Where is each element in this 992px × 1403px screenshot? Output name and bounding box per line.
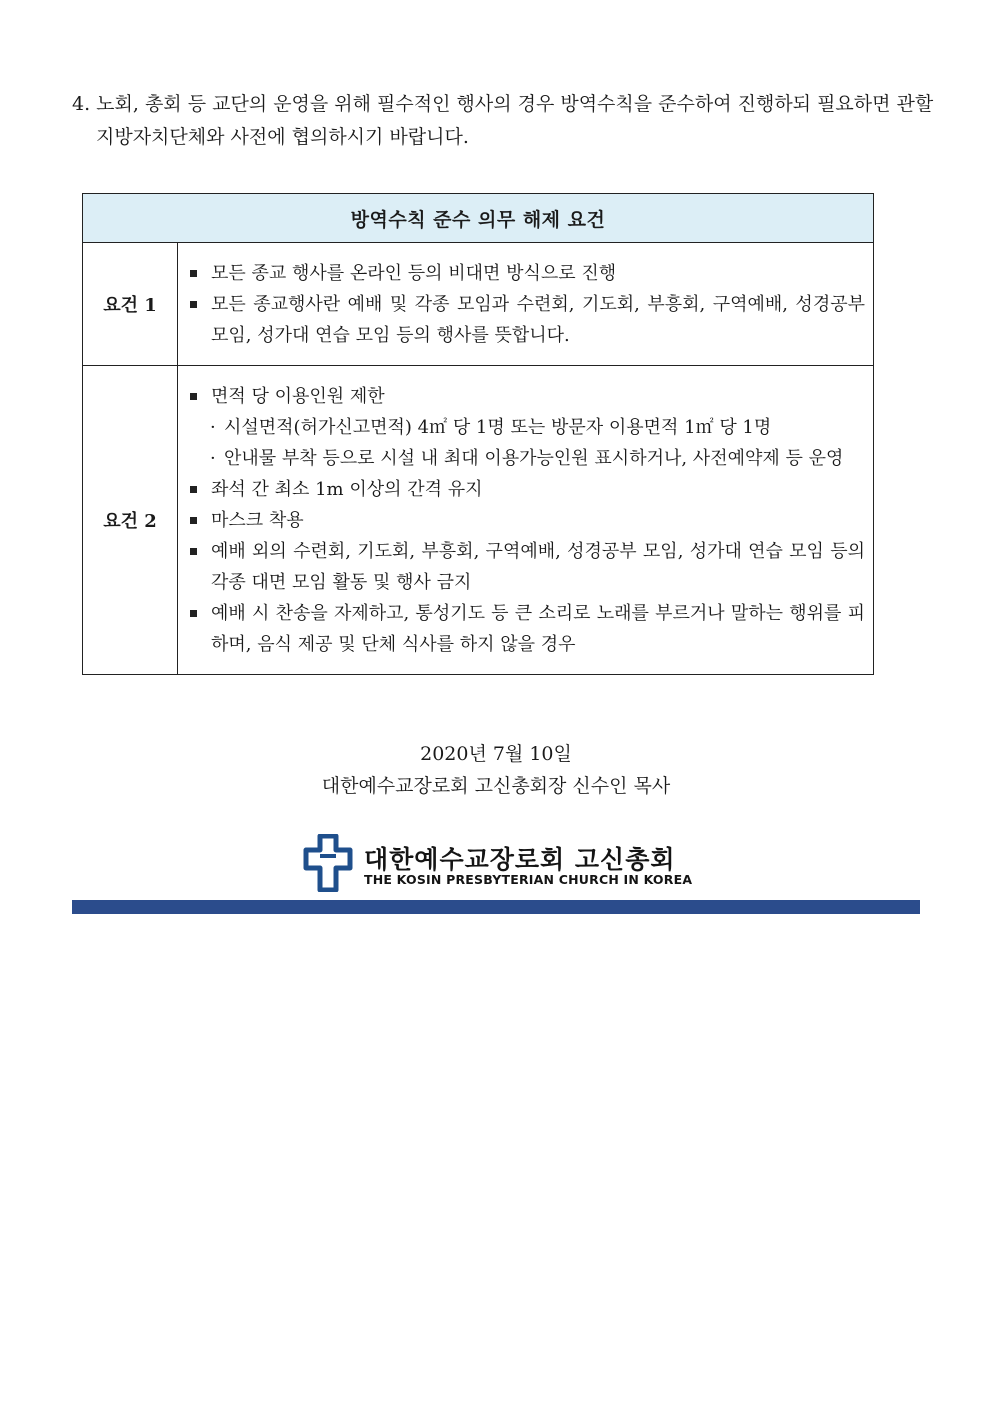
logo-english-name: THE KOSIN PRESBYTERIAN CHURCH IN KOREA: [364, 872, 693, 887]
requirement-label: 요건 2: [83, 366, 178, 675]
list-item: 좌석 간 최소 1m 이상의 간격 유지: [190, 474, 865, 505]
list-item: 면적 당 이용인원 제한: [190, 381, 865, 412]
middle-dot-icon: ·: [210, 447, 216, 469]
square-bullet-icon: [190, 486, 197, 493]
square-bullet-icon: [190, 610, 197, 617]
square-bullet-icon: [190, 270, 197, 277]
middle-dot-icon: ·: [210, 416, 216, 438]
square-bullet-icon: [190, 548, 197, 555]
sub-list-item: · 안내물 부착 등으로 시설 내 최대 이용가능인원 표시하거나, 사전예약제 등 운영: [190, 443, 865, 474]
list-item: 모든 종교 행사를 온라인 등의 비대면 방식으로 진행: [190, 258, 865, 289]
notice-paragraph: [72, 88, 932, 154]
sub-list-item: · 시설면적(허가신고면적) 4㎡ 당 1명 또는 방문자 이용면적 1㎡ 당 1명: [190, 412, 865, 443]
list-item: 예배 시 찬송을 자제하고, 통성기도 등 큰 소리로 노래를 부르거나 말하는 행위를 피하며, 음식 제공 및 단체 식사를 하지 않을 경우: [190, 598, 865, 660]
list-item: 예배 외의 수련회, 기도회, 부흥회, 구역예배, 성경공부 모임, 성가대 연습 모임 등의 각종 대면 모임 활동 및 행사 금지: [190, 536, 865, 598]
paragraph-line-1: 4. 노회, 총회 등 교단의 운영을 위해 필수적인 행사의 경우 방역수칙을 준수하여 진행하되 필요하면 관할: [72, 93, 934, 115]
square-bullet-icon: [190, 517, 197, 524]
cross-emblem-icon: [302, 834, 354, 892]
signer-line: 대한예수교장로회 고신총회장 신수인 목사: [321, 775, 671, 797]
requirement-content: [178, 366, 874, 675]
list-item: 모든 종교행사란 예배 및 각종 모임과 수련회, 기도회, 부흥회, 구역예배, 성경공부 모임, 성가대 연습 모임 등의 행사를 뜻합니다.: [190, 289, 865, 351]
table-header-row: [83, 194, 874, 243]
paragraph-line-2: 지방자치단체와 사전에 협의하시기 바랍니다.: [96, 126, 469, 148]
list-item: 마스크 착용: [190, 505, 865, 536]
footer-bar: [72, 900, 920, 914]
logo-korean-name: 대한예수교장로회 고신총회: [364, 845, 676, 874]
table-row: [83, 366, 874, 675]
requirement-label: 요건 1: [83, 243, 178, 366]
table-title: 방역수칙 준수 의무 해제 요건: [83, 194, 874, 243]
document-date: 2020년 7월 10일: [420, 743, 572, 765]
requirements-table: [82, 193, 874, 675]
square-bullet-icon: [190, 393, 197, 400]
square-bullet-icon: [190, 301, 197, 308]
table-row: [83, 243, 874, 366]
requirement-content: [178, 243, 874, 366]
church-logo: [302, 834, 702, 894]
